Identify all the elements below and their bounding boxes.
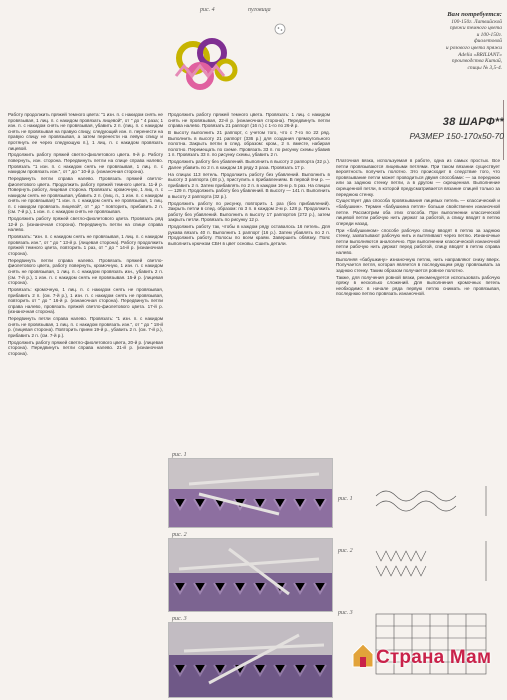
paragraph: Выполняя «бабушкину» изнаночную петлю, нить направляют снизу вверх. Получается петля, которая является в последующем ряду провязывать за заднюю стенку. Таким образом получается ровное полотно. xyxy=(336,256,500,273)
fig2-label: рис. 2 xyxy=(172,532,187,538)
model-title: 38 ШАРФ** xyxy=(442,116,504,128)
paragraph: Продолжить работу по рисунку, повторить 1 раз (без прибавлений). Закрыть петли в след. образом: по 3 п. в каждом 2-м р. 128 р. Продолжить работу без убавлений. Выполнить в высоту 17 раппортов (272 р.), затем закрыть петли. Провязать по рисунку 12 р. xyxy=(168,200,330,223)
fig1-label: рис. 1 xyxy=(172,452,187,458)
knitting-photo-2 xyxy=(168,538,333,612)
fig4-label: рис. 4 xyxy=(200,7,215,13)
paragraph: Работу продолжить пряжей темного цвета: "1 изн. п. с накидом снять не провязывая, 1 лиц. п. с накидом провязать лицевой", от " до " 4 раза; 1 изн. п. с накидом снять не провязывая, убавить 2 п. (лиц. п. с накидом снять не провязывая на правую спицу, следующий изн. п. перенести на правую спицу не провязывая, а затем перенести на левую спицу и протянуть ее через следующую п.), 1 лиц. п. с накидом провязать лицевой. xyxy=(8,112,163,151)
paragraph: Платочная вязка, используемая в работе, одна из самых простых. Все петли провязываются лицевыми петлями. При таком вязании существует вероятность получить полотно. Это происходит в следствие того, что провязывание петли может проводиться двумя способами: — за переднюю или за заднюю стенку петли, а в другом — скрещенная. Выполнение скрещенной петли, в которой предусматривается вязание спицей только за переднюю стенку. xyxy=(336,158,500,197)
paragraph: Провязать: "изн. п. с накидом снять не провязывая, 1 лиц. п. с накидом провязать изн.", от " до " 13-й р. (лицевая сторона). Работу продолжить пряжей темного цвета, повторить 1 раз, от " до " 14-й р. (изнаночная сторона). xyxy=(8,234,163,256)
materials-heading: Вам потребуется: xyxy=(447,11,502,18)
paragraph: Передвинуть петли справа налево. Провязать: "1 изн. п. с накидом снять не провязывая, 1 лиц. п. с накидом провязать изн.", от " до " 18-й р. (лицевая сторона). Повторить прием 19-й р., убавить 2 п. (см. 7-й р.), прибавить 2 п. (см. 7-й р.). xyxy=(8,316,163,338)
paragraph: Провязать: кромочную, 1 лиц. п. с накидом снять не провязывая, прибавить 2 п. (см. 7-й р.), 1 изн. п. с накидом снять не провязывая, повторить от " до " 16-й р. (изнаночная сторона). Передвинуть петли справа налево, провязать пряжей светло-фиолетового цвета. 17-й р. (изнаночная сторона). xyxy=(8,286,163,315)
color-rings-icon xyxy=(179,41,235,87)
text-column-1 xyxy=(8,112,163,695)
paragraph: Продолжить работу пряжей светло-фиолетового цвета. Провязать ряд 12-й р. (изнаночная сторона). Передвинуть петли на спице справа налево. xyxy=(8,216,163,233)
button-icon xyxy=(275,24,285,34)
watermark-text: Страна Мам xyxy=(376,647,492,668)
materials-line: и 100-150г. xyxy=(476,31,502,38)
materials-line: и розового цвета пряжи xyxy=(445,44,502,51)
paragraph: Также, для получения ровной вязки, рекомендуется использовать рабочую пряжу в несколько сложений. Для выполнения кромочных петель необходимо: в начале ряда первую петлю снимать не провязывая, последнюю петлю провязать изнаночной. xyxy=(336,274,500,297)
paragraph: Продолжить работу пряжей светло-фиолетового цвета, 20-й р. (лицевая сторона). Передвинуть петли справа налево. 21-й р. (изнаночная сторона). xyxy=(8,339,163,356)
materials-box xyxy=(420,12,502,71)
text-column-3 xyxy=(336,158,500,473)
materials-line: 100-150г. Латвийской xyxy=(451,18,502,25)
paragraph: Передвинуть петли справа налево. Провязать пряжей светло-фиолетового цвета, работу повернуть, кромочную, 1 изн. п. с накидом снять не провязывая, 1 лиц. п. с накидом провязать изн., убавить 2 п. (см. 7-й р.), 1 изн. п. с накидом снять не провязывая. 15-й р. (лицевая сторона). xyxy=(8,257,163,286)
paragraph: Продолжить работу пряжей темного цвета. Провязать: 1 лиц. с накидом снять не провязывая, 22-й р. (изнаночная сторона). Передвинуть петли справа налево. Провязать 21 раппорт (16 п.) с 1-го по 26-й р. xyxy=(168,112,330,129)
diag-fig2-label: рис. 2 xyxy=(338,548,353,554)
divider xyxy=(503,100,504,160)
materials-line: спицы № 3,5-4. xyxy=(467,64,502,71)
materials-line: производства Китай, xyxy=(451,58,502,65)
house-logo-icon xyxy=(350,640,376,670)
button-label: пуговица xyxy=(248,7,271,13)
materials-line: фиолетовой xyxy=(473,38,502,45)
knitting-photo-1 xyxy=(168,458,333,528)
paragraph: Продолжить работу без убавлений. Выполнить в высоту 2 раппорта (32 р.). Далее убавить по 2 п. в каждом 16 ряду 3 раза. Провязать 17 р. xyxy=(168,159,330,170)
diag-fig3-label: рис. 3 xyxy=(338,610,353,616)
paragraph: Существует два способа провязывания лицевых петель — классический и «бабушкин». Термин «бабушкина петля» больше свойственен изнаночной петле. Рассмотрим оба этих способа. При выполнении классической лицевой петли рабочую нить держат за работой, а спицу вводят в петлю спереди назад. xyxy=(336,198,500,226)
text-column-2 xyxy=(168,112,330,402)
paragraph: Передвинуть петли справа налево. Провязать пряжей светло-фиолетового цвета. Продолжить работу пряжей темного цвета. 11-й р. Повернуть работу, лицевая сторона. Провязать: кромочную, 1 лиц. п. с накидом снять не провязывая, убавить 2 п. (лиц. п., 1 изн. п. с накидом снять не провязывая) "1 изн. п. с накидом снять не провязывая, 1 лиц. п. с накидом провязать лицевой", от " до " повторить, прибавить 2 п. (см. 7-й р.), 1 изн. п. с накидом снять не провязывая. xyxy=(8,175,163,215)
paragraph: Продолжить работу так, чтобы в каждом ряду оставалось 16 петель. Для рукава вязать 40 п. Выполнить 1 раппорт (16 р.). Затем убавлять по 2 п. Продолжить работу. Полосы по всем краям. Завершить обвязку. Пояс выполнить крючком СБН в цвет основы. Сшить детали. xyxy=(168,224,330,246)
materials-line: пряжи темного цвета xyxy=(449,25,502,32)
paragraph: При «бабушкином» способе рабочую спицу вводят в петлю за заднюю стенку, захватывают рабочую нить и вытягивают через петлю. Изнаночные петли выполняются аналогично. При выполнении классической изнаночной петли рабочую нить держат перед работой, спицу вводят в петлю справа налево. xyxy=(336,227,500,255)
paragraph: На спицах 113 петель. Продолжить работу без убавлений. Выполнить в высоту 3 раппорта (48 р.), приступить к прибавлениям. В первой 8-м р. — прибавить 2 п. Затем прибавлять по 2 п. в каждом 16-м р. 5 раз. На спицах — 129 п. Продолжить работу без убавлений. В высоту — 141 п. Выполнить в высоту 2 раппорта (32 р.). xyxy=(168,171,330,199)
knitting-photo-3 xyxy=(168,622,333,698)
scarf-illustration xyxy=(168,18,338,103)
diag-fig1-label: рис. 1 xyxy=(338,496,353,502)
materials-line: Adelia «BRILIANT» xyxy=(458,51,502,58)
fig3-label: рис. 3 xyxy=(172,616,187,622)
model-size: РАЗМЕР 150-170х50-70 xyxy=(409,131,504,141)
paragraph: В высоту выполнить 21 раппорт, с учетом того, что с 7-го по 22 ряд. Выполнить в высоту 21 раппорт (336 р.) для создания прямоугольного полотна. Закрыть петли в след. образом: кром., 2 п. вместе, набирая полотно. Перемещать по схеме. Провязать 33 п. по рисунку схемы убавив 1 п. Провязать 33 п. по рисунку схемы, убавить 2 п. xyxy=(168,129,330,158)
paragraph: Продолжить работу пряжей светло-фиолетового цвета. 9-й р. Работу повернуть, изн. сторона. Передвинуть петли на спице справа налево. Провязать "1 изн. п. с накидом снять не провязывая, 1 лиц. п. с накидом провязать изн.", от " до " 10-й р. (изнаночная сторона). xyxy=(8,152,163,175)
